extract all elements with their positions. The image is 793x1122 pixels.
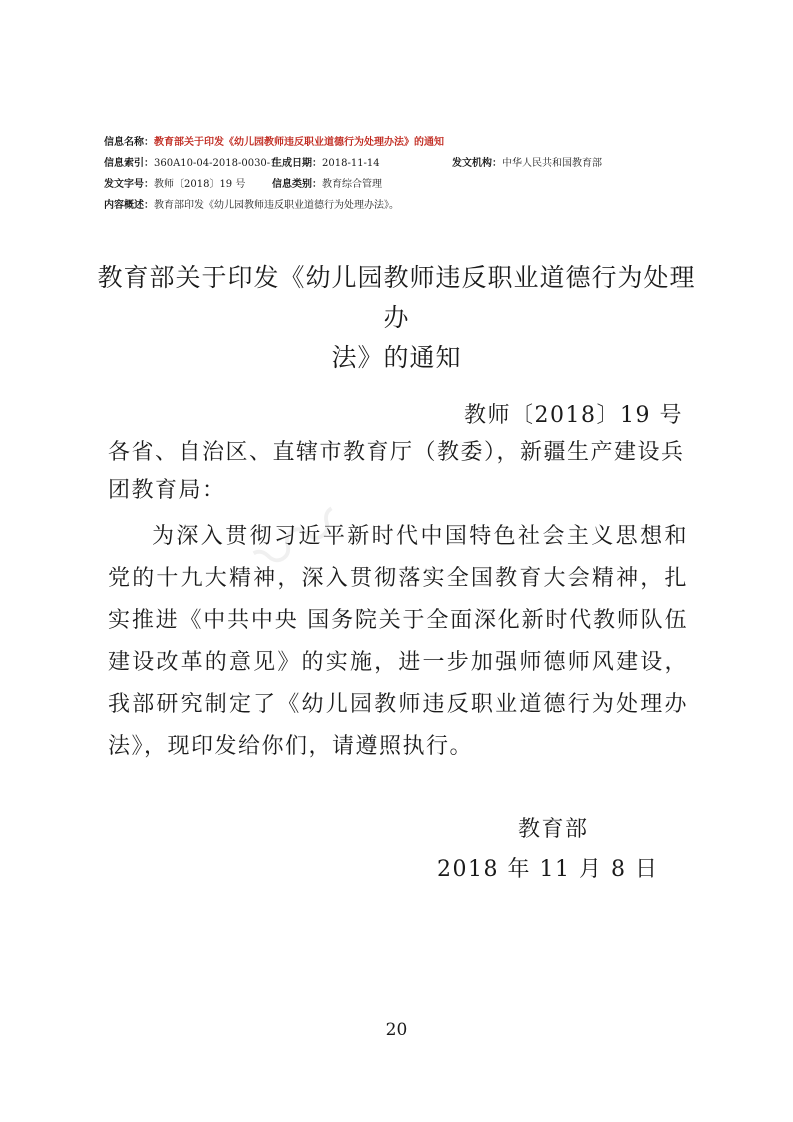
meta-index-row bbox=[104, 157, 277, 171]
addressee: 各省、自治区、直辖市教育厅（教委），新疆生产建设兵团教育局： bbox=[108, 440, 685, 503]
meta-org-label: 发文机构： bbox=[452, 158, 502, 169]
meta-index-value: 360A10-04-2018-0030-1 bbox=[154, 158, 277, 169]
meta-date-value: 2018-11-14 bbox=[322, 158, 380, 169]
title-line-1: 教育部关于印发《幼儿园教师违反职业道德行为处理办 bbox=[97, 263, 696, 332]
meta-name-value: 教育部关于印发《幼儿园教师违反职业道德行为处理办法》的通知 bbox=[154, 137, 444, 148]
meta-docno-label: 发文字号： bbox=[104, 179, 154, 190]
meta-category-row bbox=[272, 178, 382, 192]
meta-docno-value: 教师〔2018〕19 号 bbox=[154, 179, 246, 190]
meta-index-label: 信息索引： bbox=[104, 158, 154, 169]
document-title bbox=[90, 258, 703, 378]
body-paragraph: 为深入贯彻习近平新时代中国特色社会主义思想和党的十九大精神，深入贯彻落实全国教育大会精神，扎实推进《中共中央 国务院关于全面深化新时代教师队伍建设改革的意见》的实施，进一步加强师德师风建设，我部研究制定了《幼儿园教师违反职业道德行为处理办法》，现印发给你们，请遵照执行。 bbox=[108, 524, 688, 759]
title-line-2: 法》的通知 bbox=[331, 343, 462, 372]
page-number: 20 bbox=[385, 1020, 408, 1040]
meta-category-value: 教育综合管理 bbox=[322, 179, 382, 190]
watermark: 〰 bbox=[234, 474, 365, 611]
meta-summary-row bbox=[104, 199, 399, 213]
meta-info-name bbox=[104, 136, 444, 150]
meta-date-label: 生成日期： bbox=[272, 158, 322, 169]
meta-name-label: 信息名称： bbox=[104, 137, 154, 148]
meta-org-value: 中华人民共和国教育部 bbox=[502, 158, 602, 169]
meta-category-label: 信息类别： bbox=[272, 179, 322, 190]
meta-docno-row bbox=[104, 178, 245, 192]
meta-date-row bbox=[272, 157, 380, 171]
issue-date: 2018 年 11 月 8 日 bbox=[437, 857, 659, 882]
meta-org-row bbox=[452, 157, 602, 171]
meta-summary-value: 教育部印发《幼儿园教师违反职业道德行为处理办法》。 bbox=[154, 200, 399, 211]
document-number: 教师〔2018〕19 号 bbox=[464, 403, 683, 428]
meta-summary-label: 内容概述： bbox=[104, 200, 154, 211]
signatory: 教育部 bbox=[518, 817, 589, 842]
